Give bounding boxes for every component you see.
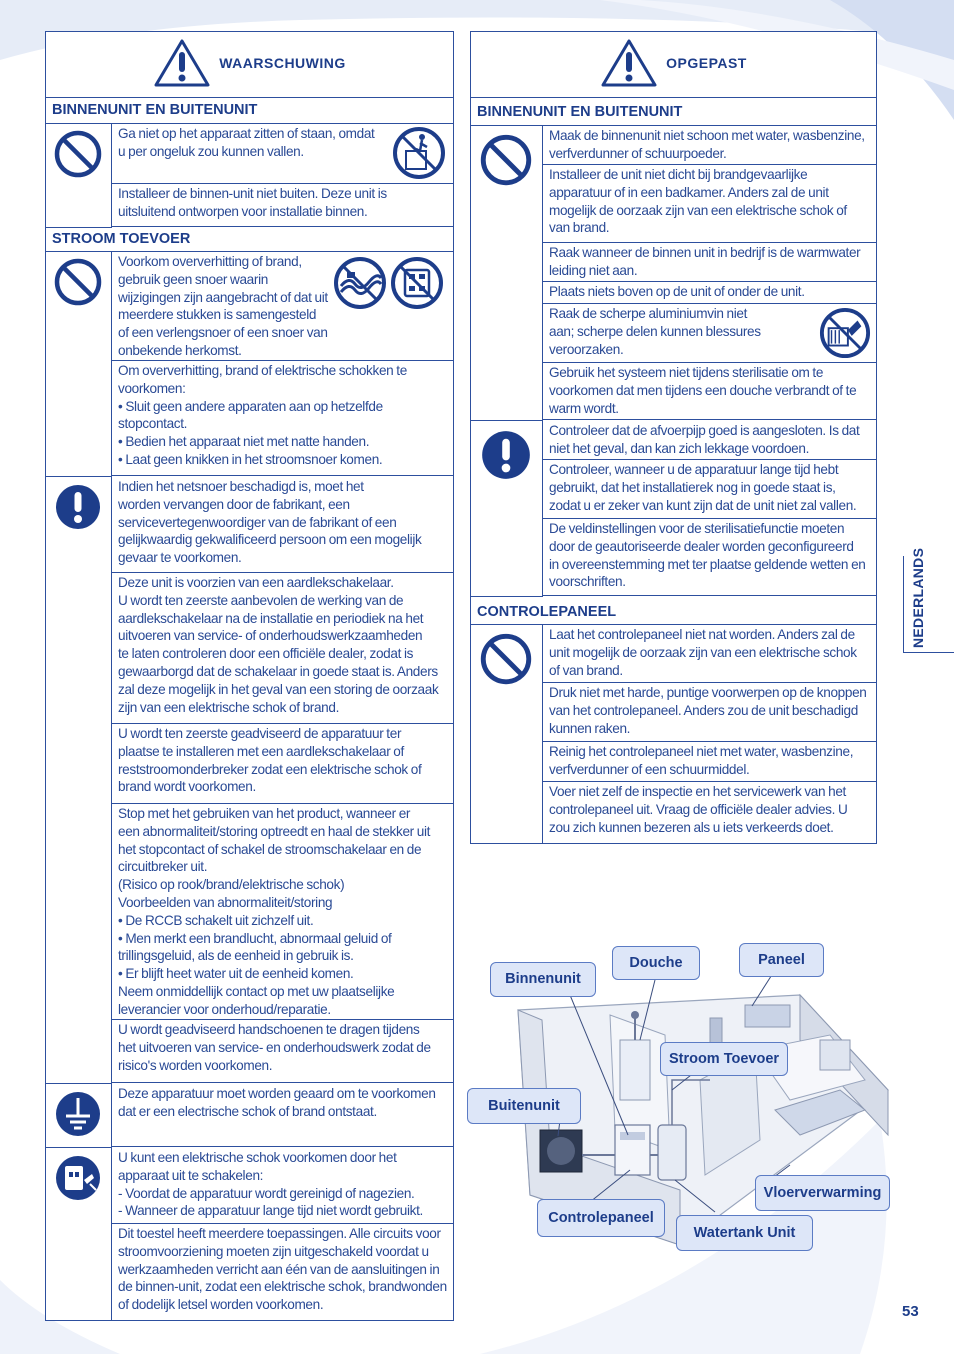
- language-tab: [903, 547, 954, 653]
- icon-cell: [46, 124, 112, 228]
- label-water-tank-unit: Watertank Unit: [676, 1215, 813, 1251]
- warning-text: Om oververhitting, brand of elektrische schokken te voorkomen: • Sluit geen andere apparaten aan op hetzelfde stopcontact. • Bedien het apparaat niet met natte handen. • Laat geen knikken in het stroomsnoer komen.: [112, 361, 453, 476]
- label-outdoor-unit: Buitenunit: [467, 1088, 581, 1124]
- label-floor-heating: Vloerverwarming: [755, 1175, 890, 1211]
- section-power-supply: STROOM TOEVOER: [46, 227, 453, 252]
- caution-triangle-icon: [600, 38, 658, 88]
- icon-cell: [46, 1084, 112, 1148]
- label-shower: Douche: [612, 946, 700, 980]
- prohibited-icon: [480, 633, 532, 685]
- icon-cell: [471, 421, 543, 597]
- icon-cell: [46, 1148, 112, 1320]
- warning-text: U wordt geadviseerd handschoenen te dragen tijdens het uitvoeren van service- en onderhoudswerk zodat de risico's worden voorkomen.: [112, 1020, 453, 1083]
- caution-title: OPGEPAST: [666, 55, 747, 71]
- mandatory-exclamation-icon: [54, 483, 102, 531]
- warning-text: U wordt ten zeerste geadviseerd de apparatuur ter plaatse te installeren met een aardlekschakelaar of reststroomonderbreker zodat een elektrische schok of brand wordt voorkomen.: [112, 724, 453, 804]
- warning-triangle-icon: [153, 38, 211, 88]
- language-tab-label: NEDERLANDS: [910, 547, 926, 648]
- warning-header: [46, 32, 453, 98]
- section-control-panel: CONTROLEPANEEL: [471, 596, 876, 625]
- caution-text: Reinig het controlepaneel niet met water, wasbenzine, verfverdunner of een schuurmiddel.: [543, 742, 876, 782]
- icon-cell: [46, 477, 112, 1084]
- warning-text: Deze apparatuur moet worden geaard om te voorkomen dat er een electrische schok of brand ontstaat.: [112, 1084, 453, 1147]
- warning-text: Voorkom oververhitting of brand, gebruik geen snoer waarin wijzigingen zijn aangebracht of dat uit meerdere stukken is samengesteld of een verlengsnoer of een snoer van onbekende herkomst.: [112, 252, 453, 361]
- label-panel: Paneel: [739, 943, 824, 977]
- warning-text: Deze unit is voorzien van een aardlekschakelaar. U wordt ten zeerste aanbevolen de werking van de aardlekschakelaar na de installatie en periodiek na het uitvoeren van service- of onderhoudswerkzaamheden te laten controleren door een officiële dealer, zodat is gewaarborgd dat de schakelaar in goede staat is. Anders zal deze mogelijk in het geval van een storing de oorzaak zijn van een elektrische schok of brand.: [112, 573, 453, 724]
- prohibited-icon: [480, 134, 532, 186]
- caution-text: Raak wanneer de binnen unit in bedrijf is de warmwater leiding niet aan.: [543, 243, 876, 282]
- unplug-icon: [54, 1154, 102, 1202]
- warning-text: Ga niet op het apparaat zitten of staan, omdat u per ongeluk zou kunnen vallen.: [112, 124, 453, 184]
- caution-text: Controleer dat de afvoerpijp goed is aangesloten. Is dat niet het geval, dan kan zich lekkage voordoen.: [543, 421, 876, 460]
- prohibited-icon: [54, 130, 102, 178]
- warning-text: Dit toestel heeft meerdere toepassingen. Alle circuits voor stroomvoorziening moeten zijn uitgeschakeld voordat u werkzaamheden verricht aan één van de aansluitingen in de binnen-unit, zodat een elektrische schok, brandwonden of dodelijk letsel worden voorkomen.: [118, 1226, 447, 1313]
- earth-ground-icon: [54, 1090, 102, 1138]
- section-indoor-outdoor: BINNENUNIT EN BUITENUNIT: [46, 97, 453, 124]
- warning-text: U kunt een elektrische schok voorkomen door het apparaat uit te schakelen: - Voordat de apparatuur wordt gereinigd of nagezien. - Wanneer de apparatuur lange tijd niet wordt gebruikt.: [112, 1148, 453, 1224]
- icon-cell: [471, 625, 543, 843]
- caution-text: Raak de scherpe aluminiumvin niet aan; scherpe delen kunnen blessures veroorzaken.: [543, 304, 876, 363]
- icon-cell: [46, 252, 112, 477]
- no-touch-fin-icon: [819, 307, 871, 359]
- caution-text: Druk niet met harde, puntige voorwerpen op de knoppen van het controlepaneel. Anders zou de unit beschadigd kunnen raken.: [543, 683, 876, 742]
- caution-text: Laat het controlepaneel niet nat worden. Anders zal de unit mogelijk de oorzaak zijn van een elektrische schok of van brand.: [543, 625, 876, 683]
- no-multi-socket-icon: [390, 256, 444, 310]
- caution-panel: [470, 31, 877, 844]
- caution-text: Plaats niets boven op de unit of onder de unit.: [543, 282, 876, 304]
- caution-text: Gebruik het systeem niet tijdens sterilisatie om te voorkomen dat men tijdens een douche verbrandt of te warm wordt.: [543, 363, 876, 420]
- caution-text: Controleer, wanneer u de apparatuur lange tijd hebt gebruikt, dat het installatierek nog in goede staat is, zodat u er zeker van kunt zijn dat de unit niet zal vallen.: [543, 460, 876, 519]
- caution-text: De veldinstellingen voor de sterilisatiefunctie moeten door de geautoriseerde dealer worden geconfigureerd in overeenstemming met ter plaatse geldende wetten en voorschriften.: [543, 519, 876, 596]
- caution-text: Voer niet zelf de inspectie en het servicewerk van het controlepaneel uit. Vraag de officiële dealer advies. U zou zich kunnen bezeren als u iets verkeerds doet.: [549, 784, 848, 835]
- label-control-panel: Controlepaneel: [537, 1199, 665, 1237]
- warning-text: Indien het netsnoer beschadigd is, moet het worden vervangen door de fabrikant, een servicevertegenwoordiger van de fabrikant of een gelijkwaardig gekwalificeerd persoon om een mogelijk gevaar te voorkomen.: [112, 477, 453, 573]
- warning-text: Installeer de binnen-unit niet buiten. Deze unit is uitsluitend ontworpen voor installatie binnen.: [112, 184, 453, 227]
- caution-header: [471, 32, 876, 98]
- no-standing-on-unit-icon: [392, 125, 446, 181]
- label-power-supply: Stroom Toevoer: [660, 1042, 788, 1076]
- section-indoor-outdoor: BINNENUNIT EN BUITENUNIT: [471, 97, 876, 126]
- prohibited-icon: [54, 258, 102, 306]
- warning-text: Stop met het gebruiken van het product, wanneer er een abnormaliteit/storing optreedt en haal de stekker uit het stopcontact of schakel de stroomschakelaar en de circuitbreker uit. (Risico op rook/brand/elektrische schok) Voorbeelden van abnormaliteit/storing • De RCCB schakelt uit zichzelf uit. • Men merkt een brandlucht, abnormaal geluid of trillingsgeluid, als de eenheid in gebruik is. • Er blijft heet water uit de eenheid komen. Neem onmiddellijk contact op met uw plaatselijke leverancier voor onderhoud/reparatie.: [112, 804, 453, 1020]
- caution-text: Installeer de unit niet dicht bij brandgevaarlijke apparatuur of in een badkamer. Anders zal de unit mogelijk de oorzaak zijn van een elektrische schok of van brand.: [543, 165, 876, 243]
- icon-cell: [471, 126, 543, 421]
- no-modified-cord-icon: [333, 256, 387, 310]
- caution-text: Maak de binnenunit niet schoon met water, wasbenzine, verfverdunner of schuurpoeder.: [543, 126, 876, 165]
- warning-panel: [45, 31, 454, 1321]
- page-number: 53: [902, 1303, 919, 1320]
- mandatory-exclamation-icon: [480, 429, 532, 481]
- label-indoor-unit: Binnenunit: [490, 962, 596, 997]
- warning-title: WAARSCHUWING: [219, 55, 346, 71]
